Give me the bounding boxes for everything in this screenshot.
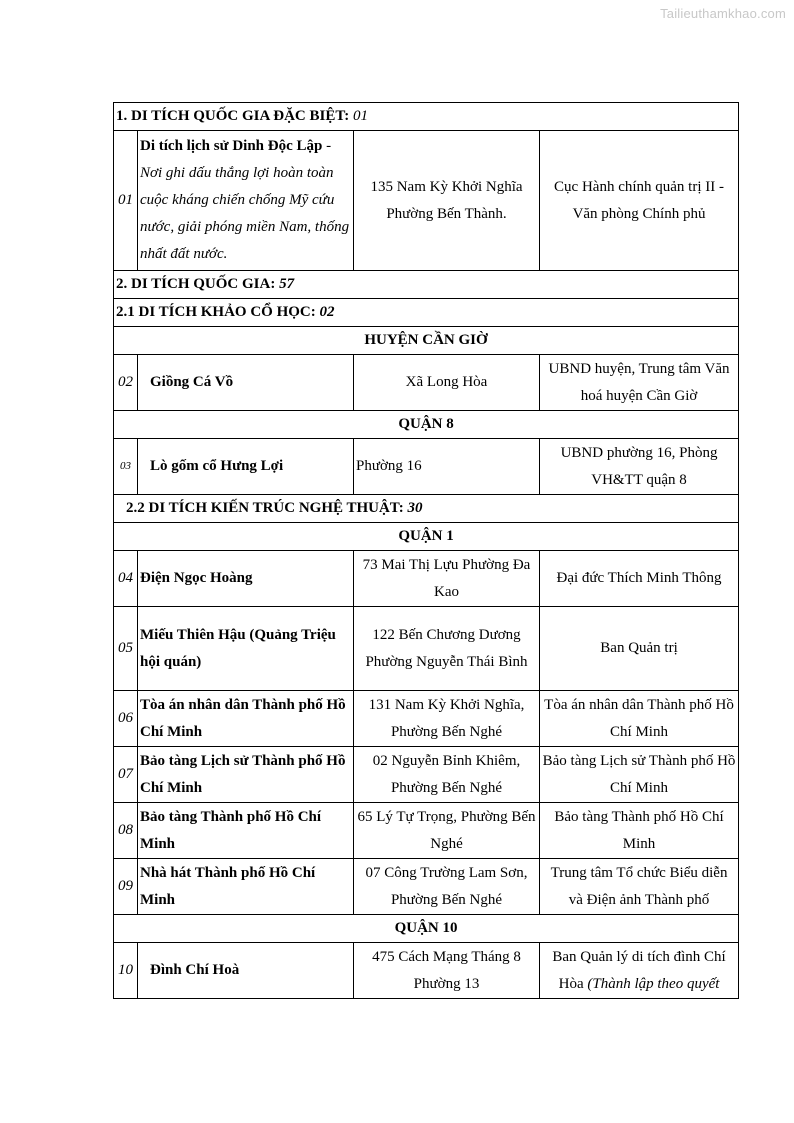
district-row — [114, 327, 739, 355]
table-row — [114, 551, 739, 607]
district-heading-cangio: HUYỆN CẦN GIỜ — [114, 327, 739, 355]
section-2-heading: 2. DI TÍCH QUỐC GIA: 57 — [114, 271, 739, 299]
site-name: Nhà hát Thành phố Hồ Chí Minh — [138, 859, 354, 915]
row-number: 09 — [114, 859, 138, 915]
site-address: Xã Long Hòa — [354, 355, 540, 411]
site-address: 07 Công Trường Lam Sơn, Phường Bến Nghé — [354, 859, 540, 915]
site-name: Lò gốm cổ Hưng Lợi — [138, 439, 354, 495]
row-number: 05 — [114, 607, 138, 691]
row-number: 02 — [114, 355, 138, 411]
site-address: 02 Nguyễn Bỉnh Khiêm, Phường Bến Nghé — [354, 747, 540, 803]
table-row — [114, 131, 739, 271]
section-1-heading: 1. DI TÍCH QUỐC GIA ĐẶC BIỆT: 01 — [114, 103, 739, 131]
table-row — [114, 355, 739, 411]
heritage-table — [113, 102, 739, 999]
site-address: 475 Cách Mạng Tháng 8 Phường 13 — [354, 943, 540, 999]
row-number: 06 — [114, 691, 138, 747]
row-number: 03 — [114, 439, 138, 495]
section-2-count: 57 — [279, 276, 295, 292]
table-row — [114, 859, 739, 915]
section-1-row — [114, 103, 739, 131]
site-address: 73 Mai Thị Lựu Phường Đa Kao — [354, 551, 540, 607]
district-heading-q10: QUẬN 10 — [114, 915, 739, 943]
row-number: 01 — [114, 131, 138, 271]
section-2-2-row — [114, 495, 739, 523]
district-row — [114, 915, 739, 943]
table-row — [114, 747, 739, 803]
site-manager: Đại đức Thích Minh Thông — [540, 551, 739, 607]
site-name: Giồng Cá Vồ — [138, 355, 354, 411]
district-heading-q8: QUẬN 8 — [114, 411, 739, 439]
section-1-count: 01 — [352, 108, 368, 124]
row-number: 08 — [114, 803, 138, 859]
site-manager: Tòa án nhân dân Thành phố Hồ Chí Minh — [540, 691, 739, 747]
district-heading-q1: QUẬN 1 — [114, 523, 739, 551]
site-manager: UBND phường 16, Phòng VH&TT quận 8 — [540, 439, 739, 495]
site-manager: Bảo tàng Thành phố Hồ Chí Minh — [540, 803, 739, 859]
site-name: Đình Chí Hoà — [138, 943, 354, 999]
site-address: 65 Lý Tự Trọng, Phường Bến Nghé — [354, 803, 540, 859]
watermark: Tailieuthamkhao.com — [660, 6, 786, 21]
site-name: Miếu Thiên Hậu (Quảng Triệu hội quán) — [138, 607, 354, 691]
site-name: Bảo tàng Thành phố Hồ Chí Minh — [138, 803, 354, 859]
site-address: Phường 16 — [354, 439, 540, 495]
site-manager: Trung tâm Tổ chức Biểu diễn và Điện ảnh Thành phố — [540, 859, 739, 915]
section-2-2-heading: 2.2 DI TÍCH KIẾN TRÚC NGHỆ THUẬT: 30 — [114, 495, 739, 523]
section-2-row — [114, 271, 739, 299]
site-address: 131 Nam Kỳ Khởi Nghĩa, Phường Bến Nghé — [354, 691, 540, 747]
site-name: Di tích lịch sử Dinh Độc Lập - Nơi ghi dấu thắng lợi hoàn toàn cuộc kháng chiến chống Mỹ cứu nước, giải phóng miền Nam, thống nhất đất nước. — [138, 131, 354, 271]
district-row — [114, 411, 739, 439]
section-2-2-count: 30 — [407, 500, 423, 516]
site-manager: Ban Quản trị — [540, 607, 739, 691]
table-row — [114, 607, 739, 691]
section-2-1-count: 02 — [319, 304, 335, 320]
site-manager: Cục Hành chính quản trị II - Văn phòng Chính phủ — [540, 131, 739, 271]
row-number: 04 — [114, 551, 138, 607]
site-address: 135 Nam Kỳ Khởi Nghĩa Phường Bến Thành. — [354, 131, 540, 271]
table-row — [114, 691, 739, 747]
row-number: 10 — [114, 943, 138, 999]
row-number: 07 — [114, 747, 138, 803]
section-2-1-heading: 2.1 DI TÍCH KHẢO CỔ HỌC: 02 — [114, 299, 739, 327]
table-row — [114, 439, 739, 495]
table-row — [114, 943, 739, 999]
table-row — [114, 803, 739, 859]
site-name: Điện Ngọc Hoàng — [138, 551, 354, 607]
site-manager: Ban Quản lý di tích đình Chí Hòa (Thành lập theo quyết — [540, 943, 739, 999]
site-manager: UBND huyện, Trung tâm Văn hoá huyện Cần Giờ — [540, 355, 739, 411]
site-address: 122 Bến Chương Dương Phường Nguyễn Thái Bình — [354, 607, 540, 691]
district-row — [114, 523, 739, 551]
site-name: Bảo tàng Lịch sử Thành phố Hồ Chí Minh — [138, 747, 354, 803]
site-manager: Bảo tàng Lịch sử Thành phố Hồ Chí Minh — [540, 747, 739, 803]
section-2-1-row — [114, 299, 739, 327]
site-name: Tòa án nhân dân Thành phố Hồ Chí Minh — [138, 691, 354, 747]
